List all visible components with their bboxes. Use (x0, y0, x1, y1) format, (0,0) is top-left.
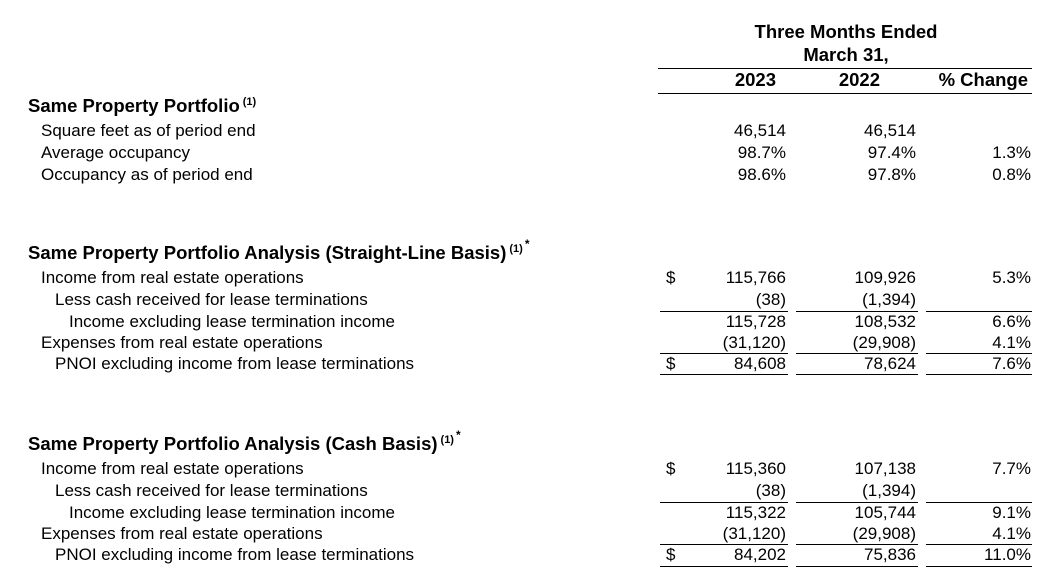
value-change: 4.1% (992, 524, 1031, 543)
subtotal-rule-2023 (660, 353, 788, 354)
subtotal-rule-2022 (796, 311, 918, 312)
period-header-line2: March 31, (803, 44, 889, 65)
row-label: Income excluding lease termination income (69, 312, 396, 331)
total-rule-change (926, 374, 1032, 375)
currency-symbol: $ (666, 354, 676, 373)
row-label: Average occupancy (41, 143, 191, 162)
row-label: Less cash received for lease terminations (55, 481, 368, 500)
value-2023: 115,360 (725, 459, 786, 478)
value-2022: (1,394) (862, 290, 916, 309)
value-change: 4.1% (992, 333, 1031, 352)
value-2022: (29,908) (852, 524, 916, 543)
value-2022: 107,138 (854, 459, 916, 478)
total-rule-2022 (796, 374, 918, 375)
value-2022: 97.8% (867, 165, 916, 184)
total-rule-2023 (660, 374, 788, 375)
footnote-marker: (1) (242, 96, 257, 108)
subtotal-rule-2022 (796, 544, 918, 545)
subtotal-rule-change (926, 311, 1032, 312)
footnote-marker: (1) (440, 434, 454, 446)
section-title-cash-basis: Same Property Portfolio Analysis (Cash Basis) $^{(1)}$ * (28, 428, 461, 454)
value-2023: 84,608 (734, 354, 786, 373)
value-2023: 115,728 (725, 312, 786, 331)
row-label: Square feet as of period end (41, 121, 256, 140)
subtotal-rule-2023 (660, 311, 788, 312)
value-change: 5.3% (992, 268, 1031, 287)
row-label: PNOI excluding income from lease terminations (55, 545, 415, 564)
row-label: Expenses from real estate operations (41, 333, 323, 352)
currency-symbol: $ (666, 459, 676, 478)
value-2023: 115,322 (725, 503, 786, 522)
row-label: Less cash received for lease terminations (55, 290, 368, 309)
value-2022: (1,394) (862, 481, 916, 500)
row-label: Income from real estate operations (41, 268, 304, 287)
subtotal-rule-2023 (660, 544, 788, 545)
value-2022: 78,624 (864, 354, 916, 373)
value-2022: (29,908) (852, 333, 916, 352)
value-2022: 75,836 (864, 545, 916, 564)
value-2023: 98.6% (737, 165, 786, 184)
section-title-same-property: Same Property Portfolio $^{(1)}$ (28, 95, 257, 116)
subtotal-rule-change (926, 353, 1032, 354)
subtotal-rule-change (926, 544, 1032, 545)
asterisk-marker: * (455, 428, 461, 442)
value-2022: 109,926 (854, 268, 916, 287)
period-header-line1: Three Months Ended (754, 21, 938, 42)
value-2023: 115,766 (725, 268, 786, 287)
col-header-2023: 2023 (734, 69, 776, 90)
value-2022: 105,744 (854, 503, 916, 522)
asterisk-marker: * (524, 237, 530, 251)
value-change: 11.0% (984, 545, 1031, 564)
value-2023: 98.7% (737, 143, 786, 162)
value-2023: (38) (755, 290, 786, 309)
currency-symbol: $ (666, 545, 676, 564)
value-2023: (31,120) (722, 524, 786, 543)
subtotal-rule-2023 (660, 502, 788, 503)
value-2023: (31,120) (722, 333, 786, 352)
value-2023: 84,202 (734, 545, 786, 564)
footnote-marker: (1) (509, 243, 523, 255)
value-change: 9.1% (992, 503, 1031, 522)
row-label: PNOI excluding income from lease terminations (55, 354, 415, 373)
value-2023: (38) (755, 481, 786, 500)
value-change: 7.7% (992, 459, 1031, 478)
value-2022: 108,532 (854, 312, 916, 331)
total-rule-2023 (660, 566, 788, 567)
col-header-2022: 2022 (838, 69, 880, 90)
row-label: Expenses from real estate operations (41, 524, 323, 543)
total-rule-change (926, 566, 1032, 567)
value-2023: 46,514 (734, 121, 786, 140)
section-title-straight-line: Same Property Portfolio Analysis (Straight-Line Basis) $^{(1)}$ * (28, 237, 530, 263)
subtotal-rule-change (926, 502, 1032, 503)
row-label: Income from real estate operations (41, 459, 304, 478)
total-rule-2022 (796, 566, 918, 567)
row-label: Income excluding lease termination income (69, 503, 396, 522)
value-change: 7.6% (992, 354, 1031, 373)
value-2022: 97.4% (867, 143, 916, 162)
row-label: Occupancy as of period end (41, 165, 253, 184)
currency-symbol: $ (666, 268, 676, 287)
value-change: 1.3% (992, 143, 1031, 162)
header-bottom-rule (658, 93, 1032, 94)
subtotal-rule-2022 (796, 502, 918, 503)
col-header-change: % Change (938, 69, 1028, 90)
value-change: 0.8% (992, 165, 1031, 184)
subtotal-rule-2022 (796, 353, 918, 354)
value-change: 6.6% (992, 312, 1031, 331)
value-2022: 46,514 (864, 121, 916, 140)
